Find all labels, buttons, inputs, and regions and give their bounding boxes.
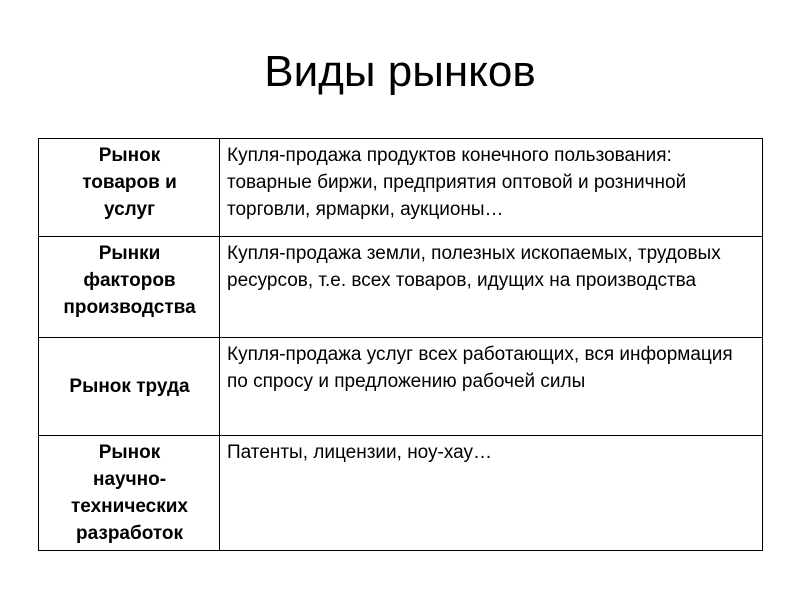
market-description: Патенты, лицензии, ноу-хау… (220, 436, 763, 551)
market-description: Купля-продажа услуг всех работающих, вся информация по спросу и предложению рабочей силы (220, 338, 763, 436)
market-category: Рынок труда (39, 338, 220, 436)
markets-table (38, 138, 763, 551)
market-description: Купля-продажа продуктов конечного пользования: товарные биржи, предприятия оптовой и розничной торговли, ярмарки, аукционы… (220, 139, 763, 237)
slide-title: Виды рынков (264, 47, 536, 96)
table-row (39, 338, 763, 436)
table-row (39, 436, 763, 551)
market-category: Рынки факторов производства (39, 237, 220, 338)
market-category: Рынок научно- технических разработок (39, 436, 220, 551)
table-row (39, 237, 763, 338)
market-category: Рынок товаров и услуг (39, 139, 220, 237)
market-description: Купля-продажа земли, полезных ископаемых, трудовых ресурсов, т.е. всех товаров, идущих на производства (220, 237, 763, 338)
table-row (39, 139, 763, 237)
